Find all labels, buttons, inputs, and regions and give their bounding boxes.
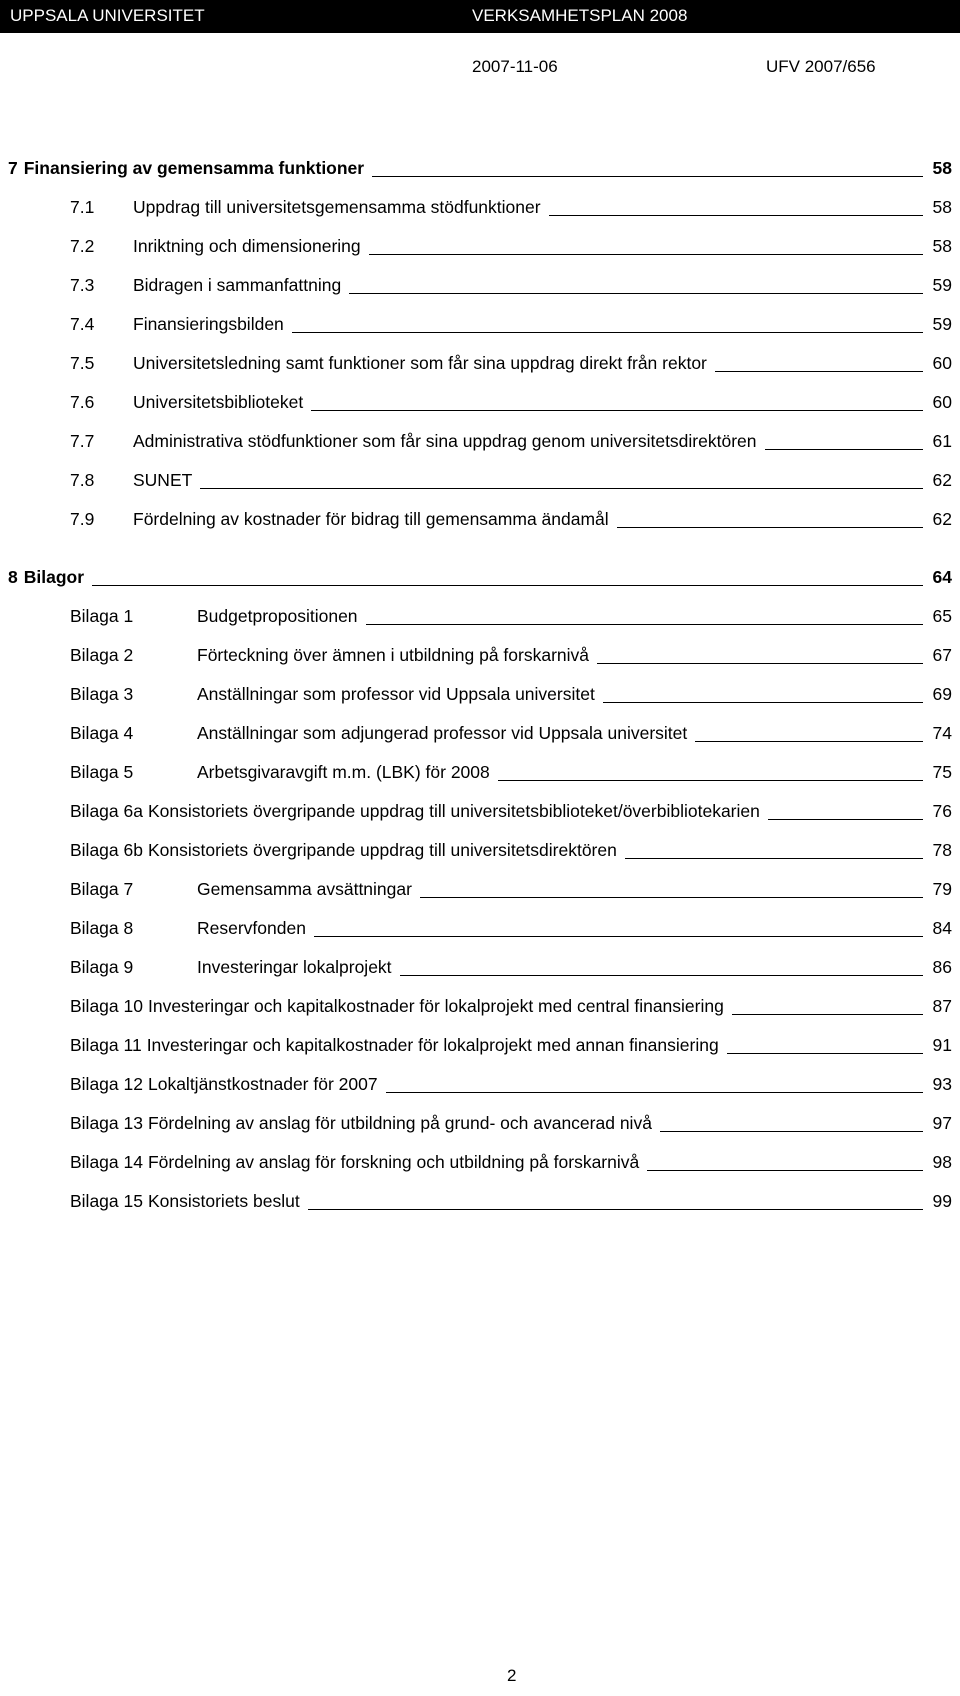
toc-entry-title: Lokaltjänstkostnader för 2007 [147,1074,378,1094]
toc-entry[interactable] [70,1149,952,1175]
toc-entry-number: 7 [8,158,18,178]
header-date: 2007-11-06 [472,57,558,76]
header-document-title: VERKSAMHETSPLAN 2008 [472,6,688,25]
toc-entry[interactable] [70,272,952,298]
toc-entry-number: Bilaga 7 [70,879,134,899]
toc-leader-line [314,936,923,937]
toc-leader-line [660,1131,923,1132]
toc-entry-page: 61 [932,431,952,451]
running-header [0,0,960,33]
toc-entry-page: 86 [932,957,952,977]
toc-entry-page: 74 [932,723,952,743]
toc-entry-page: 98 [932,1152,952,1172]
toc-entry-page: 58 [932,236,952,256]
toc-entry-number: 7.9 [70,509,95,529]
toc-entry-number: Bilaga 11 [70,1035,142,1055]
toc-entry-title: Konsistoriets övergripande uppdrag till universitetsbiblioteket/överbibliotekarien [147,801,760,821]
toc-entry-number: 8 [8,567,18,587]
toc-entry[interactable] [8,564,952,590]
toc-entry[interactable] [70,720,952,746]
toc-entry-number: 7.7 [70,431,95,451]
toc-entry-page: 64 [932,567,952,587]
toc-entry-page: 76 [932,801,952,821]
toc-entry-title: Investeringar lokalprojekt [197,957,392,977]
toc-entry-page: 65 [932,606,952,626]
toc-entry-page: 59 [932,275,952,295]
toc-entry[interactable] [70,194,952,220]
toc-entry-title: Fördelning av anslag för forskning och utbildning på forskarnivå [147,1152,640,1172]
toc-entry-page: 69 [932,684,952,704]
toc-entry-number: Bilaga 6a [70,801,143,821]
toc-entry-title: Fördelning av anslag för utbildning på grund- och avancerad nivå [147,1113,652,1133]
toc-entry-title: Inriktning och dimensionering [133,236,361,256]
toc-leader-line [200,488,922,489]
toc-entry[interactable] [70,1188,952,1214]
toc-entry-number: Bilaga 12 [70,1074,143,1094]
toc-entry[interactable] [70,467,952,493]
toc-leader-line [715,371,923,372]
toc-entry-title: Arbetsgivaravgift m.m. (LBK) för 2008 [197,762,490,782]
toc-entry-number: Bilaga 1 [70,606,134,626]
toc-entry-title: Finansiering av gemensamma funktioner [23,158,365,178]
toc-entry-page: 62 [932,509,952,529]
toc-entry[interactable] [70,233,952,259]
toc-entry-number: Bilaga 14 [70,1152,143,1172]
toc-entry-number: 7.5 [70,353,95,373]
toc-leader-line [400,975,923,976]
toc-entry[interactable] [70,389,952,415]
toc-entry[interactable] [70,876,952,902]
toc-leader-line [372,176,922,177]
toc-entry-page: 93 [932,1074,952,1094]
toc-entry-number: Bilaga 4 [70,723,134,743]
toc-entry-title: Anställningar som professor vid Uppsala universitet [197,684,595,704]
toc-entry[interactable] [70,837,952,863]
toc-leader-line [498,780,923,781]
toc-entry-number: Bilaga 6b [70,840,143,860]
toc-leader-line [549,215,923,216]
toc-entry[interactable] [70,603,952,629]
toc-entry[interactable] [70,681,952,707]
toc-entry-page: 78 [932,840,952,860]
toc-entry[interactable] [8,155,952,181]
toc-entry-title: Administrativa stödfunktioner som får sina uppdrag genom universitetsdirektören [133,431,757,451]
toc-entry-page: 58 [932,197,952,217]
toc-entry-number: Bilaga 2 [70,645,134,665]
toc-entry-title: Finansieringsbilden [133,314,284,334]
toc-entry-page: 79 [932,879,952,899]
toc-leader-line [386,1092,923,1093]
toc-leader-line [92,585,923,586]
toc-entry-title: Budgetpropositionen [197,606,358,626]
toc-entry-page: 75 [932,762,952,782]
toc-entry-title: Konsistoriets övergripande uppdrag till universitetsdirektören [147,840,617,860]
toc-entry-title: Uppdrag till universitetsgemensamma stödfunktioner [133,197,541,217]
toc-leader-line [311,410,922,411]
toc-entry-title: Gemensamma avsättningar [197,879,412,899]
toc-leader-line [625,858,923,859]
toc-entry-number: 7.3 [70,275,95,295]
toc-leader-line [597,663,923,664]
toc-entry-title: Universitetsledning samt funktioner som får sina uppdrag direkt från rektor [133,353,707,373]
toc-entry[interactable] [70,311,952,337]
toc-leader-line [369,254,923,255]
toc-entry[interactable] [70,954,952,980]
toc-entry-page: 91 [932,1035,952,1055]
toc-entry[interactable] [70,428,952,454]
header-reference: UFV 2007/656 [766,57,876,76]
toc-entry-page: 60 [932,353,952,373]
toc-entry[interactable] [70,1110,952,1136]
toc-entry-number: 7.8 [70,470,95,490]
toc-leader-line [603,702,923,703]
toc-leader-line [765,449,923,450]
toc-entry-number: Bilaga 10 [70,996,143,1016]
toc-entry-number: Bilaga 5 [70,762,134,782]
toc-leader-line [727,1053,923,1054]
toc-entry-title: Bidragen i sammanfattning [133,275,342,295]
toc-entry-number: Bilaga 13 [70,1113,143,1133]
toc-entry[interactable] [70,506,952,532]
toc-entry-title: Investeringar och kapitalkostnader för lokalprojekt med annan finansiering [146,1035,719,1055]
toc-entry-title: Anställningar som adjungerad professor vid Uppsala universitet [197,723,688,743]
toc-entry-number: Bilaga 9 [70,957,134,977]
toc-leader-line [732,1014,923,1015]
toc-entry-title: Investeringar och kapitalkostnader för lokalprojekt med central finansiering [147,996,724,1016]
toc-entry[interactable] [70,993,952,1019]
header-institution: UPPSALA UNIVERSITET [10,6,205,25]
toc-entry[interactable] [70,350,952,376]
toc-leader-line [420,897,923,898]
toc-leader-line [647,1170,922,1171]
toc-entry[interactable] [70,1032,952,1058]
toc-entry[interactable] [70,759,952,785]
toc-entry-number: Bilaga 3 [70,684,134,704]
page-number: 2 [507,1666,517,1685]
toc-entry-title: Förteckning över ämnen i utbildning på forskarnivå [197,645,590,665]
toc-leader-line [695,741,922,742]
toc-leader-line [768,819,923,820]
toc-entry-page: 59 [932,314,952,334]
toc-entry-page: 99 [932,1191,952,1211]
toc-entry-title: SUNET [133,470,193,490]
toc-entry-page: 84 [932,918,952,938]
toc-entry-number: 7.1 [70,197,95,217]
toc-entry[interactable] [70,915,952,941]
toc-entry-title: Reservfonden [197,918,306,938]
toc-entry[interactable] [70,642,952,668]
toc-entry-page: 87 [932,996,952,1016]
toc-entry-page: 67 [932,645,952,665]
toc-entry-number: Bilaga 15 [70,1191,143,1211]
toc-entry-number: 7.4 [70,314,95,334]
toc-entry-number: 7.2 [70,236,95,256]
toc-entry-number: 7.6 [70,392,95,412]
toc-entry[interactable] [70,1071,952,1097]
toc-entry-page: 58 [932,158,952,178]
toc-entry-title: Fördelning av kostnader för bidrag till gemensamma ändamål [133,509,609,529]
toc-entry[interactable] [70,798,952,824]
toc-entry-page: 62 [932,470,952,490]
toc-entry-title: Konsistoriets beslut [147,1191,300,1211]
toc-leader-line [308,1209,923,1210]
toc-entry-number: Bilaga 8 [70,918,134,938]
toc-leader-line [349,293,922,294]
toc-entry-title: Universitetsbiblioteket [133,392,304,412]
toc-entry-title: Bilagor [23,567,85,587]
toc-leader-line [617,527,923,528]
toc-leader-line [292,332,923,333]
toc-leader-line [366,624,923,625]
toc-entry-page: 60 [932,392,952,412]
toc-entry-page: 97 [932,1113,952,1133]
